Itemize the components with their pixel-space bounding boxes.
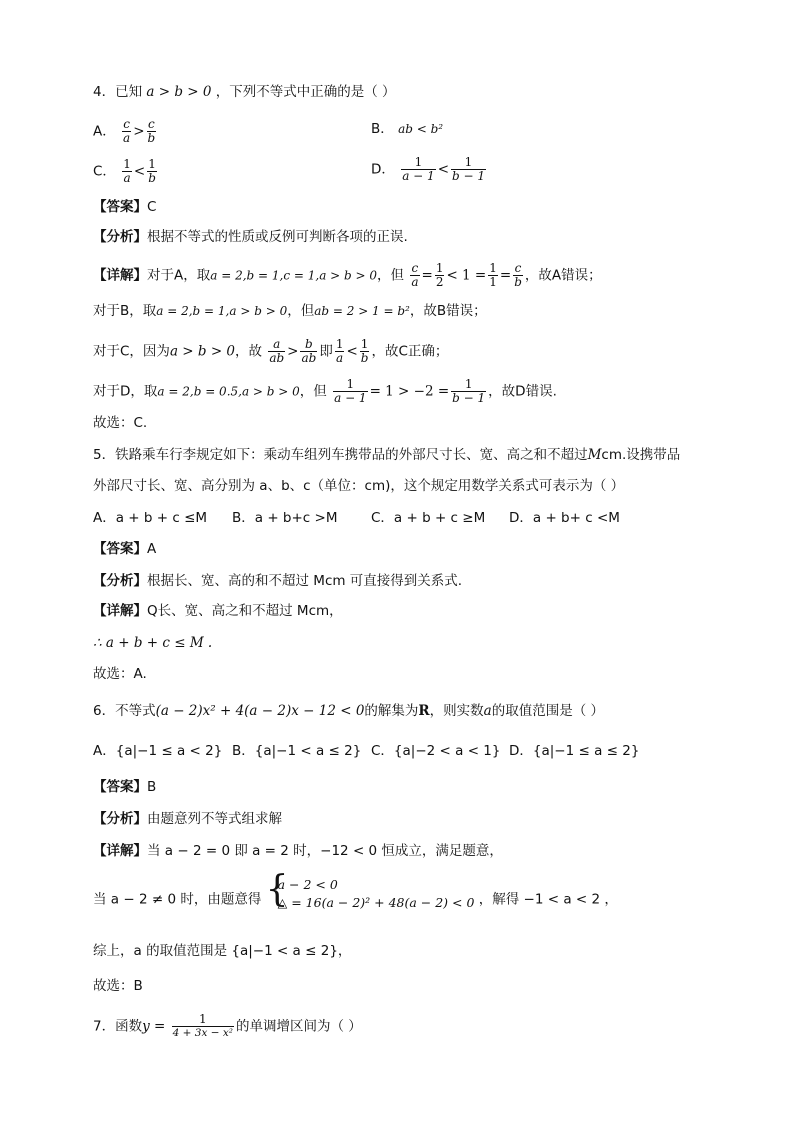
q6-option-d bbox=[509, 742, 639, 760]
q5-stem1: 5．铁路乘车行李规定如下：乘动车组列车携带品的外部尺寸长、宽、高之和不超过 bbox=[93, 447, 588, 463]
q4-stem-prefix: 4．已知 bbox=[93, 84, 143, 100]
q6-option-a bbox=[93, 742, 222, 760]
q6-sys-line2: △ = 16(a − 2)² + 48(a − 2) < 0 bbox=[277, 895, 475, 910]
q6-d1-text: 当 a − 2 = 0 即 a = 2 时，−12 < 0 恒成立，满足题意， bbox=[147, 843, 503, 859]
q5-choose-text: 故选：A. bbox=[93, 666, 147, 682]
q4-d1-b: ，但 bbox=[377, 267, 405, 284]
q6-detail-2 bbox=[93, 869, 618, 923]
q6-system-lines bbox=[278, 876, 475, 912]
q5-choose bbox=[93, 665, 147, 683]
q4-option-c-label: C． bbox=[93, 163, 116, 180]
q4-d1-c: ，故A错误； bbox=[524, 267, 602, 284]
q4-option-d: D． $\frac{1}{a - 1}$ < $\frac{1}{b - 1}$ bbox=[371, 155, 485, 183]
detail-tag: 【详解】 bbox=[93, 603, 147, 619]
q4-choose bbox=[93, 414, 147, 432]
q6-stem-r: R bbox=[418, 703, 430, 719]
q5-answer bbox=[93, 540, 156, 558]
detail-tag: 【详解】 bbox=[93, 267, 147, 284]
q4-d4-math: a = 2,b = 0.5,a > b > 0 bbox=[157, 384, 300, 399]
detail-tag: 【详解】 bbox=[93, 843, 147, 859]
q4-d4-b: ，但 bbox=[299, 383, 327, 400]
analysis-text: 根据不等式的性质或反例可判断各项的正误. bbox=[147, 229, 408, 245]
q6-d2-a: 当 a − 2 ≠ 0 时，由题意得 bbox=[93, 891, 262, 908]
q7-fraction bbox=[172, 1013, 234, 1040]
q6-option-c-text: C．{a|−2 < a < 1} bbox=[371, 743, 501, 759]
q6-d3-text: 综上，a 的取值范围是 {a|−1 < a ≤ 2}， bbox=[93, 943, 352, 959]
q5-option-d-text: D．a + b+ c <M bbox=[509, 510, 620, 526]
q4-answer bbox=[93, 198, 156, 216]
analysis-text: 根据长、宽、高的和不超过 Mcm 可直接得到关系式. bbox=[147, 573, 463, 589]
q5-detail bbox=[93, 602, 343, 620]
q4-stem bbox=[93, 83, 396, 101]
q6-stem bbox=[93, 702, 604, 720]
q6-option-b bbox=[232, 742, 361, 760]
q6-d2-b: ，解得 −1 < a < 2 ， bbox=[478, 891, 618, 908]
q4-d1-math: a = 2,b = 1,c = 1,a > b > 0 bbox=[210, 268, 378, 283]
q5-stem1-end: cm.设携带品 bbox=[601, 447, 681, 463]
q4-option-a: A． $\frac{c}{a}$ > $\frac{c}{b}$ bbox=[93, 117, 156, 145]
q6-detail-1 bbox=[93, 842, 503, 860]
q5-option-a-text: A．a + b + c ≤M bbox=[93, 510, 208, 526]
answer-tag: 【答案】 bbox=[93, 541, 147, 557]
q5-therefore bbox=[93, 634, 212, 652]
q6-option-d-text: D．{a|−1 ≤ a ≤ 2} bbox=[509, 743, 640, 759]
q5-therefore-text: ∴ a + b + c ≤ M . bbox=[93, 635, 213, 651]
analysis-tag: 【分析】 bbox=[93, 229, 147, 245]
q4-d2-c: ，故B错误； bbox=[409, 303, 487, 319]
q4-choose-text: 故选：C. bbox=[93, 415, 148, 431]
q5-option-a bbox=[93, 509, 207, 527]
q6-answer bbox=[93, 778, 156, 796]
q7-stem-y: y = bbox=[142, 1018, 166, 1035]
answer-value: A bbox=[147, 541, 157, 557]
q6-stem-b: 的解集为 bbox=[364, 703, 419, 719]
q4-stem-suffix: ，下列不等式中正确的是（ ） bbox=[215, 84, 396, 100]
q4-option-b-label: B． bbox=[371, 121, 394, 137]
left-brace-icon: { bbox=[265, 869, 289, 910]
analysis-text: 由题意列不等式组求解 bbox=[147, 811, 282, 827]
q5-analysis bbox=[93, 572, 462, 590]
q6-option-b-text: B．{a|−1 < a ≤ 2} bbox=[232, 743, 362, 759]
q5-stem2: 外部尺寸长、宽、高分别为 a、b、c（单位：cm)，这个规定用数学关系式可表示为（ ） bbox=[93, 478, 625, 494]
q6-stem-a: 6．不等式 bbox=[93, 703, 156, 719]
q5-option-c-text: C．a + b + c ≥M bbox=[371, 510, 486, 526]
q6-sys-line1: a − 2 < 0 bbox=[277, 877, 338, 892]
q5-stem-line1 bbox=[93, 446, 680, 464]
q4-option-a-frac1: $\frac{c}{a}$ bbox=[123, 117, 131, 145]
q6-option-c bbox=[371, 742, 500, 760]
analysis-tag: 【分析】 bbox=[93, 811, 147, 827]
q4-detail-d: 对于D，取a = 2,b = 0.5,a > b > 0，但 $\frac{1}{a - 1}$ = 1 > −2 = $\frac{1}{b - 1}$ ，故D错误. bbox=[93, 377, 557, 405]
q4-d2-math: a = 2,b = 1,a > b > 0 bbox=[156, 304, 288, 318]
q4-analysis bbox=[93, 228, 408, 246]
q4-option-a-label: A． bbox=[93, 123, 116, 140]
q7-stem-b: 的单调增区间为（ ） bbox=[236, 1018, 362, 1035]
q6-stem-math: (a − 2)x² + 4(a − 2)x − 12 < 0 bbox=[155, 703, 365, 719]
q4-detail-c: 对于C，因为a > b > 0，故 $\frac{a}{ab}$ > $\frac{b}{ab}$ 即 $\frac{1}{a}$ < $\frac{1}{b}$ ，故C正确； bbox=[93, 337, 449, 365]
q5-option-c bbox=[371, 509, 485, 527]
q4-d3-d: ，故C正确； bbox=[371, 343, 449, 360]
q5-option-b bbox=[232, 509, 337, 527]
q4-option-b bbox=[371, 120, 443, 138]
q7-stem bbox=[93, 1013, 362, 1040]
q6-choose-text: 故选：B bbox=[93, 978, 143, 994]
q4-d2-b: ，但 bbox=[287, 303, 315, 319]
q4-d3-math: a > b > 0 bbox=[169, 343, 236, 360]
answer-tag: 【答案】 bbox=[93, 199, 147, 215]
q5-option-d bbox=[509, 509, 620, 527]
q4-option-b-math: ab < b² bbox=[398, 122, 444, 136]
q6-system bbox=[265, 869, 475, 923]
q4-stem-condition: a > b > 0 bbox=[146, 84, 212, 100]
q4-d3-c: 即 bbox=[319, 343, 333, 360]
q6-detail-3 bbox=[93, 942, 351, 960]
q6-analysis bbox=[93, 810, 282, 828]
q4-option-a-frac2: $\frac{c}{b}$ bbox=[147, 117, 156, 145]
q4-detail-b bbox=[93, 302, 487, 320]
q4-d3-b: ，故 bbox=[235, 343, 263, 360]
q6-choose bbox=[93, 977, 143, 995]
q6-stem-d: 的取值范围是（ ） bbox=[491, 703, 604, 719]
q4-option-d-label: D． bbox=[371, 161, 395, 178]
q4-d4-a: 对于D，取 bbox=[93, 383, 158, 400]
q4-d3-a: 对于C，因为 bbox=[93, 343, 170, 360]
q7-frac-den: 4 + 3x − x² bbox=[172, 1027, 233, 1039]
q6-stem-c: ，则实数 bbox=[429, 703, 484, 719]
q6-option-a-text: A．{a|−1 ≤ a < 2} bbox=[93, 743, 223, 759]
q4-d1-a: 对于A，取 bbox=[147, 267, 211, 284]
q4-d2-math2: ab = 2 > 1 = b² bbox=[314, 304, 410, 318]
q4-d4-c: ，故D错误. bbox=[488, 383, 557, 400]
q6-stem-var: a bbox=[483, 703, 492, 719]
analysis-tag: 【分析】 bbox=[93, 573, 147, 589]
detail-text: Q长、宽、高之和不超过 Mcm， bbox=[147, 603, 343, 619]
q4-d2-a: 对于B，取 bbox=[93, 303, 157, 319]
answer-tag: 【答案】 bbox=[93, 779, 147, 795]
q4-option-c: C． $\frac{1}{a}$ < $\frac{1}{b}$ bbox=[93, 157, 156, 185]
answer-value: C bbox=[147, 199, 157, 215]
q7-frac-num: 1 bbox=[172, 1013, 234, 1027]
q5-stem1-m: M bbox=[587, 447, 602, 463]
q7-stem-a: 7．函数 bbox=[93, 1018, 143, 1035]
answer-value: B bbox=[147, 779, 157, 795]
q5-stem-line2 bbox=[93, 477, 624, 495]
q5-option-b-text: B．a + b+c >M bbox=[232, 510, 338, 526]
q4-detail-a: 【详解】对于A，取a = 2,b = 1,c = 1,a > b > 0，但 $\frac{c}{a}$ = $\frac{1}{2}$ < 1 = $\frac{1}{1}$ = $\frac{c}{b}$ ，故A错误； bbox=[93, 261, 602, 289]
